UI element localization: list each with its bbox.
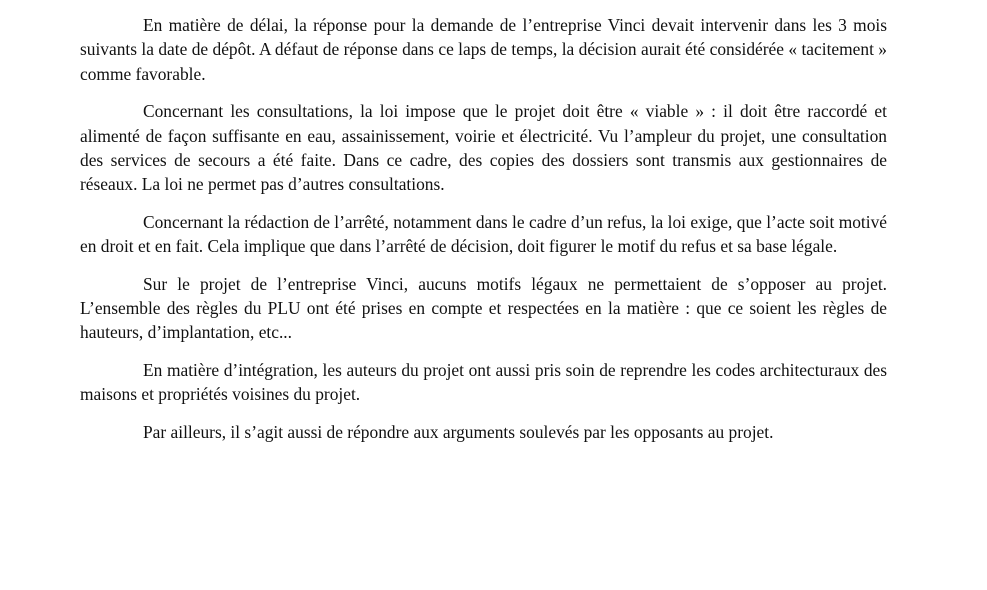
document-body	[80, 13, 887, 457]
paragraph-delai: En matière de délai, la réponse pour la demande de l’entreprise Vinci devait intervenir dans les 3 mois suivants la date de dépôt. A défaut de réponse dans ce laps de temps, la décision aurait été considérée « tacitement » comme favorable.	[80, 15, 887, 84]
paragraph-consultations: Concernant les consultations, la loi impose que le projet doit être « viable » : il doit être raccordé et alimenté de façon suffisante en eau, assainissement, voirie et électricité. Vu l’ampleur du projet, une consultation des services de secours a été faite. Dans ce cadre, des copies des dossiers sont transmis aux gestionnaires de réseaux. La loi ne permet pas d’autres consultations.	[80, 101, 887, 195]
paragraph-projet-vinci: Sur le projet de l’entreprise Vinci, aucuns motifs légaux ne permettaient de s’opposer au projet. L’ensemble des règles du PLU ont été prises en compte et respectées en la matière : que ce soient les règles de hauteurs, d’implantation, etc...	[80, 273, 887, 343]
paragraph-opposants: Par ailleurs, il s’agit aussi de répondre aux arguments soulevés par les opposants au projet.	[143, 421, 774, 442]
paragraph-integration: En matière d’intégration, les auteurs du projet ont aussi pris soin de reprendre les codes architecturaux des maisons et propriétés voisines du projet.	[80, 359, 887, 405]
paragraph-redaction-arrete: Concernant la rédaction de l’arrêté, notamment dans le cadre d’un refus, la loi exige, que l’acte soit motivé en droit et en fait. Cela implique que dans l’arrêté de décision, doit figurer le motif du refus et sa base légale.	[80, 211, 887, 257]
